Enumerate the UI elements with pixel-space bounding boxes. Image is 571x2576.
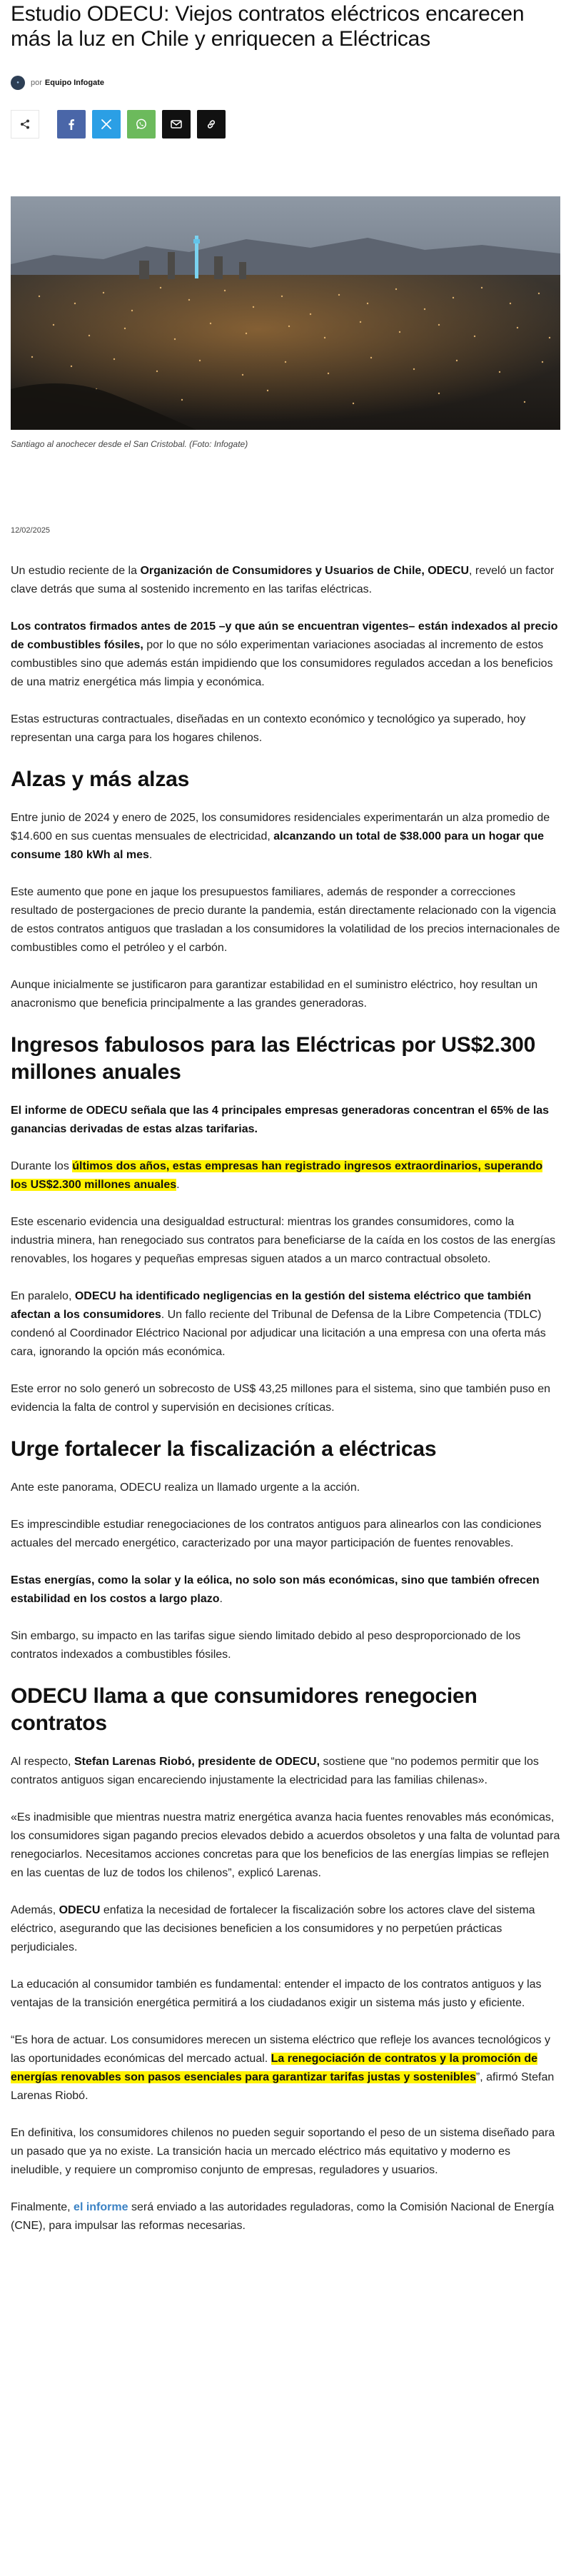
featured-photo	[11, 196, 560, 430]
paragraph-9: Este escenario evidencia una desigualdad estructural: mientras los grandes consumidores, como la industria minera, han renegociado sus contratos para beneficiarse de la caída en los costos de las energías renovables, los hogares y pequeñas empresas siguen atados a un marco contractual obsoleto.	[11, 1216, 556, 1265]
copy-link-icon	[206, 119, 216, 129]
photo-caption: Santiago al anochecer desde el San Cristobal. (Foto: Infogate)	[11, 439, 248, 449]
paragraph-18	[11, 1901, 560, 1957]
byline	[11, 76, 560, 90]
text: Durante los	[11, 1160, 73, 1172]
whatsapp-icon	[136, 119, 147, 130]
text: .	[176, 1179, 180, 1191]
bold-text: Los contratos firmados antes de 2015 –y que aún se encuentran vigentes– están indexados al precio de combustibles fósiles,	[11, 620, 558, 651]
heading-ingresos: Ingresos fabulosos para las Eléctricas por US$2.300 millones anuales	[11, 1033, 536, 1084]
paragraph-22	[11, 2198, 560, 2235]
heading-alzas: Alzas y más alzas	[11, 768, 190, 791]
paragraph-2	[11, 618, 560, 692]
share-bar	[11, 110, 560, 139]
paragraph-17: «Es inadmisible que mientras nuestra matriz energética avanza hacia fuentes renovables más económicas, los consumidores sigan pagando precios elevados debido a acuerdos obsoletos y una falta de voluntad para renegociarlos. Necesitamos acciones concretas para que los beneficios de las energías limpias se reflejen en las cuentas de luz de todos los chilenos”, explicó Larenas.	[11, 1811, 560, 1879]
text: ”, afirmó Stefan Larenas Riobó.	[11, 2071, 555, 2102]
facebook-share-button[interactable]	[57, 110, 86, 139]
heading-fiscalizacion: Urge fortalecer la fiscalización a eléctricas	[11, 1437, 437, 1461]
text: .	[148, 849, 153, 861]
paragraph-21: En definitiva, los consumidores chilenos no pueden seguir soportando el peso de un sistema diseñado para un pasado que ya no existe. La transición hacia un mercado eléctrico más equitativo y moderno es ineludible, y requiere un compromiso conjunto de empresas, reguladores y usuarios.	[11, 2127, 555, 2176]
avatar-mark-icon: ●	[16, 81, 19, 85]
x-icon	[101, 119, 111, 129]
paragraph-16	[11, 1753, 560, 1790]
paragraph-5: Este aumento que pone en jaque los presupuestos familiares, además de responder a correcciones resultado de postergaciones de precio durante la pandemia, están directamente relacionado con la vigencia de estos contratos antiguos que trasladan a los consumidores la volatilidad de los precios internacionales de combustibles como el petróleo y el carbón.	[11, 886, 560, 954]
paragraph-10	[11, 1287, 560, 1362]
text: En paralelo,	[11, 1290, 75, 1302]
highlighted-text: La renegociación de contratos y la promoción de energías renovables son pasos esenciales para garantizar tarifas justas y sostenibles	[11, 2053, 538, 2083]
bold-text: Stefan Larenas Riobó, presidente de ODECU,	[74, 1756, 320, 1768]
text: enfatiza la necesidad de fortalecer la fiscalización sobre los actores clave del sistema eléctrico, asegurando que las decisiones beneficien a los consumidores y no perpetúen prácticas perjudiciales.	[11, 1904, 535, 1953]
byline-prefix: por	[31, 79, 42, 87]
bold-text: Estas energías, como la solar y la eólica, no solo son más económicas, sino que también ofrecen estabilidad en los costos a largo plazo	[11, 1574, 540, 1605]
facebook-icon	[69, 119, 74, 130]
text: será enviado a las autoridades reguladoras, como la Comisión Nacional de Energía (CNE), para impulsar las reformas necesarias.	[11, 2201, 555, 2232]
x-share-button[interactable]	[92, 110, 121, 139]
heading-renegocien: ODECU llama a que consumidores renegocien contratos	[11, 1684, 477, 1735]
copy-link-button[interactable]	[197, 110, 226, 139]
paragraph-15: Sin embargo, su impacto en las tarifas sigue siendo limitado debido al peso desproporcionado de los contratos indexados a combustibles fósiles.	[11, 1630, 521, 1661]
text: “Es hora de actuar. Los consumidores merecen un sistema eléctrico que refleje los avances tecnológicos y las oportunidades económicas del mercado actual.	[11, 2034, 550, 2065]
publish-date: 12/02/2025	[11, 526, 51, 535]
text: Finalmente,	[11, 2201, 74, 2213]
paragraph-12: Ante este panorama, ODECU realiza un llamado urgente a la acción.	[11, 1481, 360, 1494]
text: .	[219, 1593, 223, 1605]
author-link[interactable]: Equipo Infogate	[44, 79, 105, 87]
text: Al respecto,	[11, 1756, 74, 1768]
paragraph-20	[11, 2031, 560, 2105]
paragraph-4	[11, 809, 560, 865]
bold-text: alcanzando un total de $38.000 para un hogar que consume 180 kWh al mes	[11, 830, 544, 861]
text: Un estudio reciente de la	[11, 565, 141, 577]
share-toggle-button[interactable]	[11, 110, 39, 139]
text: Entre junio de 2024 y enero de 2025, los consumidores residenciales experimentarán un alza promedio de $14.600 en sus cuentas mensuales de electricidad,	[11, 812, 550, 842]
article-body	[11, 562, 560, 2235]
paragraph-3: Estas estructuras contractuales, diseñadas en un contexto económico y tecnológico ya superado, hoy representan una carga para los hogares chilenos.	[11, 713, 526, 744]
highlighted-text: últimos dos años, estas empresas han registrado ingresos extraordinarios, superando los US$2.300 millones anuales	[11, 1160, 543, 1191]
text: Además,	[11, 1904, 59, 1916]
text: por lo que no sólo experimentan variaciones asociadas al incremento de estos combustibles sino que además están impidiendo que los consumidores regulados accedan a los beneficios de una matriz energética más limpia y económica.	[11, 639, 553, 688]
bold-text: El informe de ODECU señala que las 4 principales empresas generadoras concentran el 65% de las ganancias derivadas de estas alzas tarifarias.	[11, 1105, 550, 1135]
text: , reveló un factor clave detrás que suma al sostenido incremento en las tarifas eléctricas.	[11, 565, 555, 595]
paragraph-8	[11, 1157, 560, 1194]
paragraph-11: Este error no solo generó un sobrecosto de US$ 43,25 millones para el sistema, sino que también puso en evidencia la falta de control y supervisión en decisiones críticas.	[11, 1383, 550, 1414]
report-link[interactable]: el informe	[74, 2201, 128, 2213]
author-avatar[interactable]	[11, 76, 25, 90]
share-icon	[20, 119, 30, 129]
paragraph-13: Es imprescindible estudiar renegociaciones de los contratos antiguos para alinearlos con las condiciones actuales del mercado energético, caracterizado por una mayor participación de fuentes renovables.	[11, 1519, 542, 1549]
email-share-button[interactable]	[162, 110, 191, 139]
email-icon	[171, 120, 182, 129]
paragraph-1	[11, 562, 560, 599]
paragraph-14	[11, 1571, 560, 1609]
paragraph-6: Aunque inicialmente se justificaron para garantizar estabilidad en el suministro eléctrico, hoy resultan un anacronismo que beneficia principalmente a las grandes generadoras.	[11, 979, 538, 1010]
bold-text: ODECU ha identificado negligencias en la gestión del sistema eléctrico que también afectan a los consumidores	[11, 1290, 532, 1321]
paragraph-7	[11, 1102, 560, 1139]
text: sostiene que “no podemos permitir que los contratos antiguos sigan encareciendo injustamente la electricidad para las familias chilenas».	[11, 1756, 539, 1786]
paragraph-19: La educación al consumidor también es fundamental: entender el impacto de los contratos antiguos y las ventajas de la transición energética permitirá a los ciudadanos exigir un sistema más justo y eficiente.	[11, 1978, 542, 2009]
text: . Un fallo reciente del Tribunal de Defensa de la Libre Competencia (TDLC) condenó al Coordinador Eléctrico Nacional por adjudicar una licitación a una empresa con una oferta más cara, ignorando la opción más económica.	[11, 1309, 546, 1358]
featured-figure	[11, 196, 560, 450]
bold-text: Organización de Consumidores y Usuarios de Chile, ODECU	[140, 565, 469, 577]
article-title: Estudio ODECU: Viejos contratos eléctricos encarecen más la luz en Chile y enriquecen a Eléctricas	[11, 2, 525, 51]
bold-text: ODECU	[59, 1904, 101, 1916]
whatsapp-share-button[interactable]	[127, 110, 156, 139]
